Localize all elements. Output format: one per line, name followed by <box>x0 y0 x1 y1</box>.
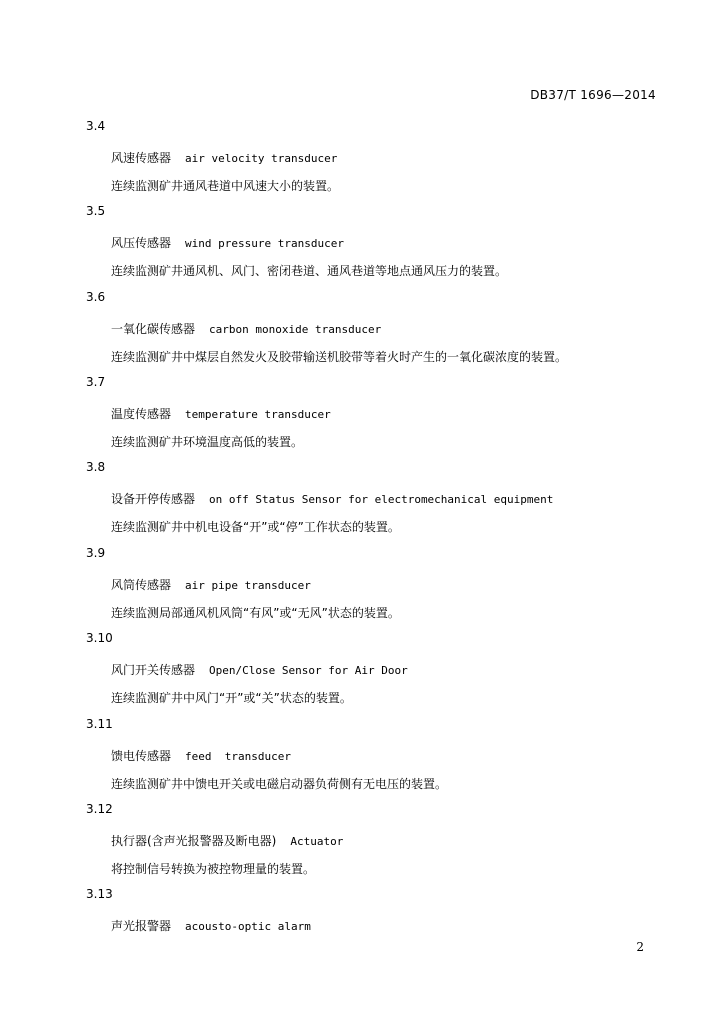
term-english: air pipe transducer <box>185 579 311 592</box>
term-line <box>111 576 311 593</box>
term-english: wind pressure transducer <box>185 237 344 250</box>
definition: 连续监测矿井中风门“开”或“关”状态的装置。 <box>111 691 352 705</box>
term-line <box>111 234 344 251</box>
term-chinese: 声光报警器 <box>111 919 172 933</box>
definition: 连续监测矿井中馈电开关或电磁启动器负荷侧有无电压的装置。 <box>111 777 448 791</box>
entry-number: 3.8 <box>86 460 106 474</box>
entry-number: 3.4 <box>86 119 106 133</box>
entry-number: 3.6 <box>86 290 106 304</box>
term-english: Actuator <box>290 835 344 848</box>
term-chinese: 一氧化碳传感器 <box>111 322 196 336</box>
entry-number: 3.7 <box>86 375 106 389</box>
definition: 连续监测矿井通风巷道中风速大小的装置。 <box>111 179 340 193</box>
definition: 连续监测矿井中机电设备“开”或“停”工作状态的装置。 <box>111 520 400 534</box>
term-english: feed transducer <box>185 750 291 763</box>
term-chinese: 设备开停传感器 <box>111 492 196 506</box>
entry-number: 3.9 <box>86 546 106 560</box>
page-number: 2 <box>636 940 644 954</box>
entry-number: 3.5 <box>86 204 106 218</box>
term-line <box>111 917 311 934</box>
entry-number: 3.13 <box>86 887 113 901</box>
standard-code: DB37/T 1696—2014 <box>530 88 656 102</box>
term-line <box>111 747 291 764</box>
term-line <box>111 405 331 422</box>
term-chinese: 风门开关传感器 <box>111 663 196 677</box>
entry-number: 3.12 <box>86 802 113 816</box>
definition: 连续监测矿井中煤层自然发火及胶带输送机胶带等着火时产生的一氧化碳浓度的装置。 <box>111 350 568 364</box>
term-english: on off Status Sensor for electromechanical equipment <box>209 493 554 506</box>
definition: 连续监测矿井环境温度高低的装置。 <box>111 435 304 449</box>
term-chinese: 馈电传感器 <box>111 749 172 763</box>
term-chinese: 风压传感器 <box>111 236 172 250</box>
term-line <box>111 490 553 507</box>
term-line <box>111 320 381 337</box>
definition: 将控制信号转换为被控物理量的装置。 <box>111 862 316 876</box>
term-line <box>111 661 408 678</box>
term-chinese: 风速传感器 <box>111 151 172 165</box>
entry-number: 3.10 <box>86 631 113 645</box>
term-chinese: 风筒传感器 <box>111 578 172 592</box>
term-chinese: 执行器(含声光报警器及断电器) <box>111 834 277 848</box>
term-english: acousto-optic alarm <box>185 920 311 933</box>
term-line <box>111 832 343 849</box>
term-english: carbon monoxide transducer <box>209 323 382 336</box>
definition: 连续监测矿井通风机、风门、密闭巷道、通风巷道等地点通风压力的装置。 <box>111 264 508 278</box>
definition: 连续监测局部通风机风筒“有风”或“无风”状态的装置。 <box>111 606 400 620</box>
term-line <box>111 149 337 166</box>
entry-number: 3.11 <box>86 717 113 731</box>
term-english: temperature transducer <box>185 408 331 421</box>
term-english: Open/Close Sensor for Air Door <box>209 664 408 677</box>
term-chinese: 温度传感器 <box>111 407 172 421</box>
term-english: air velocity transducer <box>185 152 338 165</box>
